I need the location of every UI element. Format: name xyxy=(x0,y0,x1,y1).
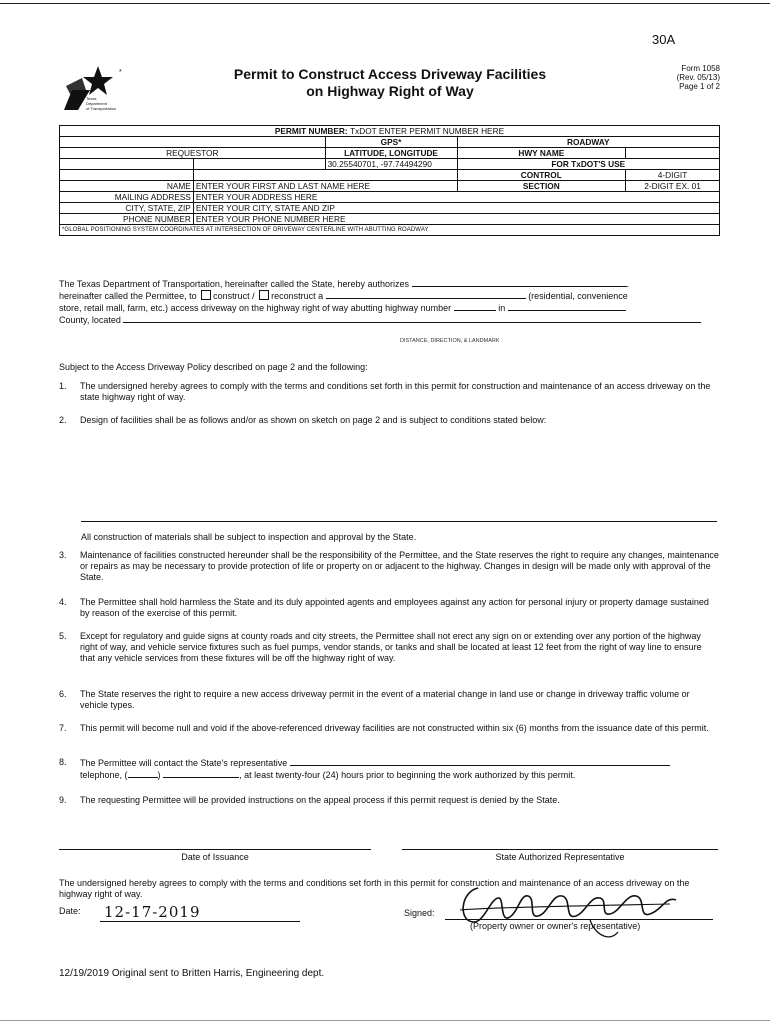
form-number-block xyxy=(640,64,720,91)
permit-number-label: PERMIT NUMBER: xyxy=(274,126,348,136)
condition-item-7 xyxy=(59,723,719,734)
hwy-name-field[interactable] xyxy=(626,148,720,159)
all-construction-note: All construction of materials shall be subject to inspection and approval by the State. xyxy=(81,532,417,542)
permit-number-row xyxy=(60,126,720,137)
intro-line-3: store, retail mall, farm, etc.) access driveway on the highway right of way abutting highway number xyxy=(59,303,452,313)
item-text: Maintenance of facilities constructed hereunder shall be the responsibility of the Permittee, and the State reserves the right to require any changes, maintenance or repairs as may be necessary to provide protection of life or property on or adjacent to the highway. Changes in design will be made only with approval of the State. xyxy=(80,550,719,582)
title-line-1: Permit to Construct Access Driveway Facilities xyxy=(233,66,547,82)
intro-line-1: The Texas Department of Transportation, hereinafter called the State, hereby authorizes xyxy=(59,279,410,289)
phone-label: PHONE NUMBER xyxy=(60,214,194,225)
item-number: 2. xyxy=(59,415,67,425)
permit-table xyxy=(59,125,720,236)
address-field[interactable]: ENTER YOUR ADDRESS HERE xyxy=(193,192,719,203)
authorized-party-field[interactable] xyxy=(412,278,627,287)
highway-number-field[interactable] xyxy=(454,302,496,311)
intro-line-4: County, located xyxy=(59,315,121,325)
item-number: 6. xyxy=(59,689,67,699)
item-text: The requesting Permittee will be provided instructions on the appeal process if this permit request is denied by the State. xyxy=(80,795,560,805)
section-field[interactable]: 2-DIGIT EX. 01 xyxy=(626,181,720,192)
signed-label: Signed: xyxy=(404,908,435,918)
section-label: SECTION xyxy=(457,181,626,192)
gps-footnote: *GLOBAL POSITIONING SYSTEM COORDINATES AT INTERSECTION OF DRIVEWAY CENTERLINE WITH ABUTTING ROADWAY xyxy=(60,225,720,236)
name-field[interactable]: ENTER YOUR FIRST AND LAST NAME HERE xyxy=(193,181,457,192)
item-text: Except for regulatory and guide signs at county roads and city streets, the Permittee shall not erect any sign on or extending over any portion of the highway right of way, and vehicle service fixtures such as fuel pumps, vendor stands, or tanks and shall be located at least 12 feet from the right of way line to ensure that any vehicle services from these fixtures will be off the highway right of way. xyxy=(80,631,702,663)
top-rule xyxy=(0,3,770,4)
state-rep-label: State Authorized Representative xyxy=(495,852,625,862)
form-revision: (Rev. 05/13) xyxy=(676,73,720,82)
item-text: The undersigned hereby agrees to comply with the terms and conditions set forth in this permit for construction and maintenance of an access driveway on the state highway right of way. xyxy=(80,381,711,402)
item-8-text-a: The Permittee will contact the State's representative xyxy=(80,758,288,768)
handwritten-signature xyxy=(440,880,700,950)
distance-caption: DISTANCE, DIRECTION, & LANDMARK xyxy=(400,338,500,344)
state-rep-name-field[interactable] xyxy=(290,757,670,766)
intro-in: in xyxy=(498,303,506,313)
txdot-use-header: FOR TxDOT'S USE xyxy=(457,159,719,170)
intro-paragraph: The Texas Department of Transportation, hereinafter called the State, hereby authorizes . hereinafter called the Permittee, to construct / reconstruct a (residential, convenience store, retail mall, farm, etc.) access driveway on the highway right of way abutting highway number in County, located xyxy=(59,278,719,326)
item-8-text-d: , at least twenty-four (24) hours prior to beginning the work authorized by this permit. xyxy=(239,770,576,780)
hwy-name-header: HWY NAME xyxy=(457,148,626,159)
condition-item-4 xyxy=(59,597,719,619)
construct-checkbox[interactable] xyxy=(201,290,211,300)
condition-item-2 xyxy=(59,415,719,426)
footer-note: 12/19/2019 Original sent to Britten Harris, Engineering dept. xyxy=(59,968,325,979)
telephone-field[interactable] xyxy=(163,769,239,778)
svg-text:Texas: Texas xyxy=(86,96,97,101)
date-label: Date: xyxy=(59,906,81,916)
lat-long-header: LATITUDE, LONGITUDE xyxy=(325,148,457,159)
county-name-field[interactable] xyxy=(508,302,626,311)
requestor-header: REQUESTOR xyxy=(60,148,326,159)
issuance-date-line[interactable] xyxy=(59,849,371,850)
item-number: 1. xyxy=(59,381,67,391)
address-label: MAILING ADDRESS xyxy=(60,192,194,203)
condition-item-3 xyxy=(59,550,719,583)
condition-item-1 xyxy=(59,381,719,403)
condition-item-9 xyxy=(59,795,719,806)
intro-line-2b: (residential, convenience xyxy=(528,291,628,301)
design-field-rule xyxy=(81,521,717,522)
form-title xyxy=(200,66,580,100)
condition-item-8 xyxy=(59,757,719,781)
driveway-type-field[interactable] xyxy=(326,290,526,299)
gps-header: GPS* xyxy=(325,137,457,148)
state-rep-signature-line[interactable] xyxy=(402,849,718,850)
permit-number-field[interactable]: TxDOT ENTER PERMIT NUMBER HERE xyxy=(350,126,505,136)
date-of-issuance-label: Date of Issuance xyxy=(181,852,249,862)
construct-label: construct / xyxy=(213,291,255,301)
area-code-field[interactable] xyxy=(128,769,158,778)
phone-field[interactable]: ENTER YOUR PHONE NUMBER HERE xyxy=(193,214,719,225)
agreement-text: The undersigned hereby agrees to comply with the terms and conditions set forth in this permit for construction and maintenance of an access driveway on the highway right of way. xyxy=(59,878,690,899)
form-number: Form 1058 xyxy=(681,64,720,73)
item-number: 5. xyxy=(59,631,67,641)
item-text: Design of facilities shall be as follows and/or as shown on sketch on page 2 and is subject to conditions stated below: xyxy=(80,415,547,425)
condition-item-6 xyxy=(59,689,719,711)
item-number: 4. xyxy=(59,597,67,607)
roadway-header: ROADWAY xyxy=(457,137,719,148)
intro-line-2: hereinafter called the Permittee, to xyxy=(59,291,197,301)
item-number: 9. xyxy=(59,795,67,805)
page-code: 30A xyxy=(652,32,676,47)
item-text: This permit will become null and void if the above-referenced driveway facilities are not constructed within six (6) months from the issuance date of this permit. xyxy=(80,723,709,733)
lat-long-field[interactable]: 30.25540701, -97.74494290 xyxy=(325,159,457,170)
signed-date-field[interactable]: 12-17-2019 xyxy=(100,903,300,922)
control-label: CONTROL xyxy=(457,170,626,181)
item-8-text-c: ) xyxy=(157,770,161,780)
svg-text:of Transportation: of Transportation xyxy=(86,106,117,111)
bottom-rule xyxy=(0,1020,770,1021)
svg-text:Department: Department xyxy=(86,101,107,106)
page-indicator: Page 1 of 2 xyxy=(679,82,720,91)
item-text: The Permittee shall hold harmless the State and its duly appointed agents and employees against any action for personal injury or property damage sustained by reason of the exercise of this permit. xyxy=(80,597,709,618)
name-label: NAME xyxy=(60,181,194,192)
reconstruct-label: reconstruct a xyxy=(271,291,324,301)
control-field[interactable]: 4-DIGIT xyxy=(626,170,720,181)
city-field[interactable]: ENTER YOUR CITY, STATE AND ZIP xyxy=(193,203,719,214)
svg-text:*: * xyxy=(119,69,122,76)
owner-caption: (Property owner or owner's representative) xyxy=(470,921,641,931)
condition-item-5 xyxy=(59,631,719,664)
item-8-text-b: telephone, ( xyxy=(80,770,128,780)
item-number: 3. xyxy=(59,550,67,560)
item-text: The State reserves the right to require a new access driveway permit in the event of a material change in land use or change in driveway traffic volume or vehicle types. xyxy=(80,689,690,710)
city-label: CITY, STATE, ZIP xyxy=(60,203,194,214)
item-number: 8. xyxy=(59,757,67,767)
item-number: 7. xyxy=(59,723,67,733)
location-field[interactable] xyxy=(123,314,701,323)
reconstruct-checkbox[interactable] xyxy=(259,290,269,300)
title-line-2: on Highway Right of Way xyxy=(306,83,474,99)
txdot-logo xyxy=(56,64,126,114)
subject-line: Subject to the Access Driveway Policy described on page 2 and the following: xyxy=(59,362,368,372)
